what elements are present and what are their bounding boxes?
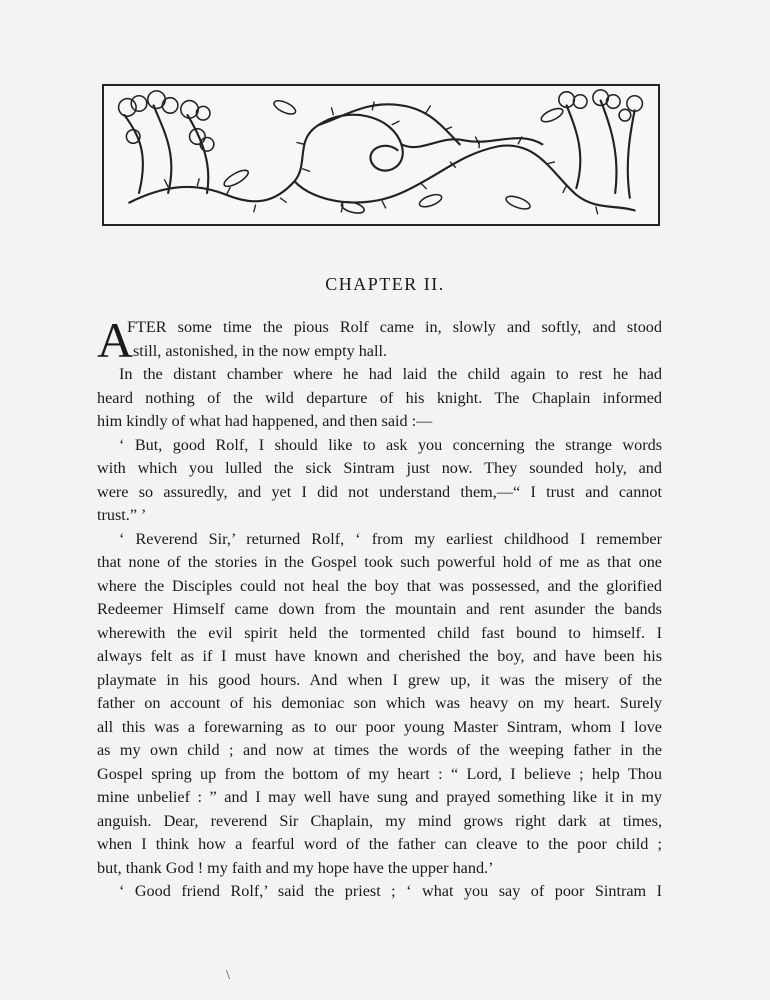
paragraph-5 — [97, 880, 662, 904]
text-line: all this was a forewarning as to our poor young Master Sintram, whom I love — [97, 717, 662, 736]
text-line: FTER some time the pious Rolf came in, slowly and softly, and stood — [127, 318, 662, 336]
text-line: anguish. Dear, reverend Sir Chaplain, my mind grows right dark at times, — [97, 811, 662, 830]
text-line: wherewith the evil spirit held the tormented child fast bound to himself. I — [97, 623, 662, 642]
chapter-heading: CHAPTER II. — [325, 274, 445, 294]
text-line: mine unbelief : ” and I may well have sung and prayed something like it in my — [97, 788, 662, 806]
body-text — [97, 312, 662, 904]
text-line: always felt as if I must have known and cherished the boy, and have been his — [97, 647, 662, 665]
text-line: playmate in his good hours. And when I grew up, it was the misery of the — [97, 670, 662, 689]
thorn-vine-illustration — [104, 86, 658, 224]
paragraph-1 — [97, 312, 662, 368]
text-line: Redeemer Himself came down from the mountain and rent asunder the bands — [97, 600, 662, 618]
text-line: Gospel spring up from the bottom of my heart : “ Lord, I believe ; help Thou — [97, 764, 662, 783]
text-line: ‘ But, good Rolf, I should like to ask you concerning the strange words — [119, 435, 662, 454]
text-line: trust.” ’ — [97, 506, 147, 524]
paragraph-3 — [97, 434, 662, 528]
text-line: still, astonished, in the now empty hall. — [133, 341, 388, 360]
text-line: that none of the stories in the Gospel took such powerful hold of me as that one — [97, 553, 662, 571]
text-line: were so assuredly, and yet I did not understand them,—“ I trust and cannot — [97, 482, 662, 501]
text-line: when I think how a fearful word of the father can cleave to the poor child ; — [97, 835, 662, 853]
text-line: ‘ Reverend Sir,’ returned Rolf, ‘ from my earliest childhood I remember — [119, 529, 662, 548]
drop-cap-letter: A — [97, 312, 134, 368]
paragraph-4 — [97, 528, 662, 881]
text-line: heard nothing of the wild departure of his knight. The Chaplain informed — [97, 388, 662, 407]
ornamental-headpiece — [102, 84, 660, 226]
text-line: with which you lulled the sick Sintram just now. They sounded holy, and — [97, 459, 662, 477]
text-line: him kindly of what had happened, and then said :— — [97, 412, 433, 430]
text-line: but, thank God ! my faith and my hope have the upper hand.’ — [97, 858, 494, 877]
text-line: In the distant chamber where he had laid the child again to rest he had — [119, 365, 662, 383]
text-line: where the Disciples could not heal the boy that was possessed, and the glorified — [97, 576, 662, 595]
paragraph-2 — [97, 363, 662, 434]
text-line: as my own child ; and now at times the words of the weeping father in the — [97, 741, 662, 759]
text-line: ‘ Good friend Rolf,’ said the priest ; ‘ what you say of poor Sintram I — [119, 882, 662, 900]
text-line: father on account of his demoniac son which was heavy on my heart. Surely — [97, 694, 662, 712]
stray-ink-mark: \ — [226, 968, 230, 983]
